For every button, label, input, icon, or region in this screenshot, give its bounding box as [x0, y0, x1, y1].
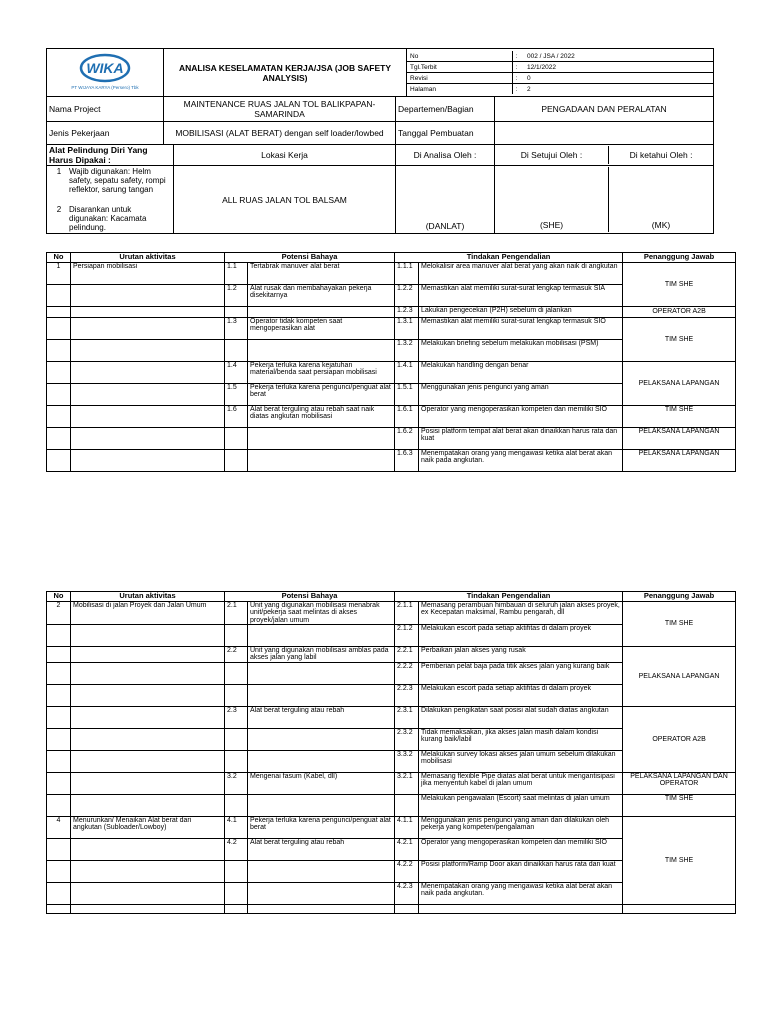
responsible-party: TIM SHE — [623, 816, 736, 904]
control-description: Operator yang mengoperasikan kompeten dan memiliki SIO — [419, 838, 623, 860]
tanggal-pembuatan-label: Tanggal Pembuatan — [396, 122, 495, 145]
hazard-number: 4.1 — [225, 816, 248, 838]
responsible-party: OPERATOR A2B — [623, 307, 736, 318]
hazard-description — [248, 450, 395, 472]
hazard-number — [225, 625, 248, 647]
table-row — [47, 706, 736, 728]
column-header: Penanggung Jawab — [623, 592, 736, 602]
hazard-number — [225, 882, 248, 904]
control-description: Posisi platform tempat alat berat akan dinaikkan harus rata dan kuat — [419, 428, 623, 450]
hazard-number — [225, 662, 248, 684]
responsible-party: PELAKSANA LAPANGAN — [623, 647, 736, 707]
hazard-description: Mengenai fasum (Kabel, dll) — [248, 772, 395, 794]
table-row — [47, 602, 736, 625]
responsible-party: PELAKSANA LAPANGAN — [623, 362, 736, 406]
activity-number — [47, 904, 71, 913]
activity-description — [71, 728, 225, 750]
document-info-table: No : 002 / JSA / 2022 Tgl.Terbit : 12/1/2022 Revisi : 0 Halaman : 2 — [407, 51, 713, 94]
hazard-description: Tertabrak manuver alat berat — [248, 263, 395, 285]
control-description: Operator yang mengoperasikan kompeten dan memiliki SIO — [419, 406, 623, 428]
table-header-row — [47, 592, 736, 602]
departemen-label: Departemen/Bagian — [396, 97, 495, 122]
hazard-number: 2.3 — [225, 706, 248, 728]
activity-number — [47, 428, 71, 450]
hazard-description: Pekerja terluka karena pengunci/penguat alat berat — [248, 384, 395, 406]
hazard-number: 1.6 — [225, 406, 248, 428]
hazard-number — [225, 794, 248, 816]
departemen-value: PENGADAAN DAN PERALATAN — [495, 97, 714, 122]
hazard-number: 1.5 — [225, 384, 248, 406]
column-header: Potensi Bahaya — [225, 592, 395, 602]
activity-number: 1 — [47, 263, 71, 285]
hazard-description — [248, 794, 395, 816]
control-number: 1.2.3 — [395, 307, 419, 318]
control-number: 2.2.1 — [395, 647, 419, 663]
activity-description — [71, 406, 225, 428]
control-description: Melokalisir area manuver alat berat yang akan naik di angkutan — [419, 263, 623, 285]
control-number: 4.2.1 — [395, 838, 419, 860]
activity-description: Mobilisasi di jalan Proyek dan Jalan Umum — [71, 602, 225, 625]
control-description: Melakukan pengawalan (Escort) saat melintas di jalan umum — [419, 794, 623, 816]
lokasi-kerja-label: Lokasi Kerja — [174, 145, 396, 166]
activity-description — [71, 450, 225, 472]
control-description: Pemberian pelat baja pada titik akses jalan yang kurang baik — [419, 662, 623, 684]
activity-description — [71, 362, 225, 384]
activity-number — [47, 384, 71, 406]
hazard-number — [225, 750, 248, 772]
activity-description — [71, 750, 225, 772]
table-row — [47, 307, 736, 318]
activity-number: 4 — [47, 816, 71, 838]
control-number: 1.5.1 — [395, 384, 419, 406]
activity-description — [71, 794, 225, 816]
hazard-description — [248, 860, 395, 882]
hazard-description — [248, 750, 395, 772]
activity-table-1 — [46, 252, 736, 472]
responsible-party: TIM SHE — [623, 406, 736, 428]
control-number: 1.4.1 — [395, 362, 419, 384]
control-number — [395, 904, 419, 913]
control-number: 2.2.2 — [395, 662, 419, 684]
control-number — [395, 794, 419, 816]
activity-number — [47, 647, 71, 663]
table-row — [47, 904, 736, 913]
column-header: Tindakan Pengendalian — [395, 592, 623, 602]
hazard-number — [225, 684, 248, 706]
activity-description — [71, 772, 225, 794]
column-header: Potensi Bahaya — [225, 253, 395, 263]
control-number: 4.1.1 — [395, 816, 419, 838]
table-row — [47, 794, 736, 816]
responsible-party: PELAKSANA LAPANGAN — [623, 428, 736, 450]
control-number: 2.2.3 — [395, 684, 419, 706]
hazard-description: Unit yang digunakan mobilisasi amblas pada akses jalan yang labil — [248, 647, 395, 663]
wika-logo-icon — [70, 52, 140, 92]
responsible-party — [623, 904, 736, 913]
setujui-label: Di Setujui Oleh : — [495, 146, 609, 164]
activity-number — [47, 728, 71, 750]
hazard-number: 1.3 — [225, 318, 248, 340]
control-number: 2.3.2 — [395, 728, 419, 750]
responsible-party: TIM SHE — [623, 263, 736, 307]
activity-number — [47, 450, 71, 472]
document-info — [407, 49, 714, 97]
control-number: 3.3.2 — [395, 750, 419, 772]
hazard-description: Operator tidak kompeten saat mengoperasikan alat — [248, 318, 395, 340]
control-description: Memasang flexible Pipe diatas alat berat untuk mengantisipasi jika menyentuh kabel di jalan umum — [419, 772, 623, 794]
hazard-description: Alat berat terguling atau rebah saat naik diatas angkutan mobilisasi — [248, 406, 395, 428]
activity-number: 2 — [47, 602, 71, 625]
table-row — [47, 428, 736, 450]
control-number: 1.1.1 — [395, 263, 419, 285]
activity-description: Persiapan mobilisasi — [71, 263, 225, 285]
control-number: 2.1.1 — [395, 602, 419, 625]
document-title: ANALISA KESELAMATAN KERJA/JSA (JOB SAFETY ANALYSIS) — [164, 49, 407, 97]
hazard-number — [225, 860, 248, 882]
lokasi-kerja-value: ALL RUAS JALAN TOL BALSAM — [174, 166, 396, 234]
control-number: 1.6.1 — [395, 406, 419, 428]
activity-number — [47, 285, 71, 307]
analisa-value: (DANLAT) — [396, 166, 495, 234]
activity-number — [47, 340, 71, 362]
hazard-number — [225, 340, 248, 362]
setujui-value: (SHE) — [495, 167, 609, 232]
activity-number — [47, 625, 71, 647]
responsible-party: PELAKSANA LAPANGAN — [623, 450, 736, 472]
control-description: Menggunakan jenis pengunci yang aman — [419, 384, 623, 406]
tanggal-pembuatan-value — [495, 122, 714, 145]
hazard-description — [248, 340, 395, 362]
activity-description — [71, 428, 225, 450]
hazard-number — [225, 307, 248, 318]
activity-number — [47, 362, 71, 384]
jsa-header-table — [46, 48, 714, 234]
nama-project-label: Nama Project — [47, 97, 164, 122]
control-description: Melakukan handling dengan benar — [419, 362, 623, 384]
column-header: Urutan aktivitas — [71, 592, 225, 602]
apd-item-1: 1 Wajib digunakan: Helm safety, sepatu safety, rompi reflektor, sarung tangan — [56, 167, 166, 195]
hazard-description — [248, 904, 395, 913]
activity-description: Menurunkan/ Menaikan Alat berat dari angkutan (Subloader/Lowboy) — [71, 816, 225, 838]
hazard-description — [248, 684, 395, 706]
activity-number — [47, 406, 71, 428]
responsible-party: TIM SHE — [623, 794, 736, 816]
activity-number — [47, 684, 71, 706]
hazard-description — [248, 307, 395, 318]
responsible-party: OPERATOR A2B — [623, 706, 736, 772]
ketahui-value: (MK) — [651, 220, 671, 231]
ketahui-label: Di ketahui Oleh : — [629, 150, 693, 160]
control-number: 1.3.2 — [395, 340, 419, 362]
control-description: Dilakukan pengikatan saat posisi alat sudah diatas angkutan — [419, 706, 623, 728]
hazard-description — [248, 728, 395, 750]
activity-number — [47, 838, 71, 860]
activity-description — [71, 882, 225, 904]
activity-description — [71, 318, 225, 340]
control-description: Melakukan survey lokasi akses jalan umum sebelum dilakukan mobilisasi — [419, 750, 623, 772]
column-header: No — [47, 592, 71, 602]
activity-description — [71, 625, 225, 647]
control-number: 3.2.1 — [395, 772, 419, 794]
column-header: Tindakan Pengendalian — [395, 253, 623, 263]
control-description: Memastikan alat memiliki surat-surat lengkap termasuk SIA — [419, 285, 623, 307]
control-number: 1.6.2 — [395, 428, 419, 450]
hazard-number — [225, 728, 248, 750]
hazard-description: Alat berat terguling atau rebah — [248, 838, 395, 860]
table-row — [47, 816, 736, 838]
hazard-number: 1.2 — [225, 285, 248, 307]
hazard-description: Unit yang digunakan mobilisasi menabrak unit/pekerja saat melintas di akses proyek/jalan umum — [248, 602, 395, 625]
activity-description — [71, 860, 225, 882]
activity-number — [47, 307, 71, 318]
hazard-description — [248, 882, 395, 904]
svg-text:PT WIJAYA KARYA (Persero) Tbk: PT WIJAYA KARYA (Persero) Tbk — [71, 84, 139, 90]
hazard-number — [225, 428, 248, 450]
control-description: Menggunakan jenis pengunci yang aman dan dilakukan oleh pekerja yang kompeten/pengalaman — [419, 816, 623, 838]
activity-description — [71, 706, 225, 728]
hazard-description — [248, 428, 395, 450]
activity-description — [71, 647, 225, 663]
hazard-number — [225, 904, 248, 913]
activity-number — [47, 860, 71, 882]
hazard-number — [225, 450, 248, 472]
table-row — [47, 450, 736, 472]
apd-item-2: 2 Disarankan untuk digunakan: Kacamata pelindung. — [56, 204, 147, 232]
activity-table-1-body — [47, 253, 736, 472]
hazard-description: Pekerja terluka karena pengunci/penguat alat berat — [248, 816, 395, 838]
control-number: 2.1.2 — [395, 625, 419, 647]
jenis-pekerjaan-label: Jenis Pekerjaan — [47, 122, 164, 145]
control-description: Memastikan alat memiliki surat-surat lengkap termasuk SIO — [419, 318, 623, 340]
control-description: Melakukan escort pada setiap aktifitas di dalam proyek — [419, 625, 623, 647]
hazard-description — [248, 662, 395, 684]
table-row — [47, 362, 736, 384]
control-description: Melakukan escort pada setiap aktifitas di dalam proyek — [419, 684, 623, 706]
activity-description — [71, 285, 225, 307]
apd-list — [47, 166, 174, 234]
table-row — [47, 772, 736, 794]
activity-number — [47, 318, 71, 340]
hazard-number: 2.1 — [225, 602, 248, 625]
activity-table-2 — [46, 591, 736, 914]
activity-number — [47, 662, 71, 684]
responsible-party: PELAKSANA LAPANGAN DAN OPERATOR — [623, 772, 736, 794]
table-row — [47, 406, 736, 428]
activity-description — [71, 307, 225, 318]
responsible-party: TIM SHE — [623, 602, 736, 647]
control-description: Menempatakan orang yang mengawasi ketika alat berat akan naik pada angkutan. — [419, 882, 623, 904]
control-description: Lakukan pengecekan (P2H) sebelum di jalankan — [419, 307, 623, 318]
activity-number — [47, 772, 71, 794]
apd-label: Alat Pelindung Diri Yang Harus Dipakai : — [47, 145, 174, 166]
activity-description — [71, 384, 225, 406]
activity-number — [47, 794, 71, 816]
table-row — [47, 318, 736, 340]
hazard-number: 2.2 — [225, 647, 248, 663]
control-number: 1.3.1 — [395, 318, 419, 340]
column-header: Urutan aktivitas — [71, 253, 225, 263]
table-row — [47, 263, 736, 285]
activity-number — [47, 706, 71, 728]
hazard-number: 3.2 — [225, 772, 248, 794]
nama-project-value: MAINTENANCE RUAS JALAN TOL BALIKPAPAN-SAMARINDA — [164, 97, 396, 122]
control-description: Menempatakan orang yang mengawasi ketika alat berat akan naik pada angkutan. — [419, 450, 623, 472]
table-header-row — [47, 253, 736, 263]
svg-text:WIKA: WIKA — [86, 59, 124, 76]
company-logo — [47, 49, 164, 97]
activity-description — [71, 904, 225, 913]
activity-number — [47, 882, 71, 904]
table-row — [47, 647, 736, 663]
control-description: Posisi platform/Ramp Door akan dinaikkan harus rata dan kuat — [419, 860, 623, 882]
responsible-party: TIM SHE — [623, 318, 736, 362]
hazard-number: 1.1 — [225, 263, 248, 285]
control-number: 1.6.3 — [395, 450, 419, 472]
control-description: Perbaikan jalan akses yang rusak — [419, 647, 623, 663]
control-description — [419, 904, 623, 913]
hazard-description: Pekerja terluka karena kejatuhan material/benda saat persiapan mobilisasi — [248, 362, 395, 384]
analisa-label: Di Analisa Oleh : — [396, 145, 495, 166]
hazard-description — [248, 625, 395, 647]
activity-table-2-body — [47, 592, 736, 914]
hazard-description: Alat rusak dan membahayakan pekerja disekitarnya — [248, 285, 395, 307]
hazard-number: 4.2 — [225, 838, 248, 860]
control-description: Tidak memaksakan, jika akses jalan masih dalam kondisi kurang baik/labil — [419, 728, 623, 750]
control-description: Melakukan briefing sebelum melakukan mobilisasi (PSM) — [419, 340, 623, 362]
activity-description — [71, 662, 225, 684]
control-number: 4.2.3 — [395, 882, 419, 904]
control-number: 1.2.2 — [395, 285, 419, 307]
hazard-number: 1.4 — [225, 362, 248, 384]
control-number: 2.3.1 — [395, 706, 419, 728]
activity-description — [71, 340, 225, 362]
jenis-pekerjaan-value: MOBILISASI (ALAT BERAT) dengan self loader/lowbed — [164, 122, 396, 145]
activity-number — [47, 750, 71, 772]
hazard-description: Alat berat terguling atau rebah — [248, 706, 395, 728]
column-header: Penanggung Jawab — [623, 253, 736, 263]
control-description: Memasang perambuan himbauan di seluruh jalan akses proyek, ex Kecepatan maksimal, Rambu pengarah, dll — [419, 602, 623, 625]
control-number: 4.2.2 — [395, 860, 419, 882]
activity-description — [71, 684, 225, 706]
column-header: No — [47, 253, 71, 263]
activity-description — [71, 838, 225, 860]
